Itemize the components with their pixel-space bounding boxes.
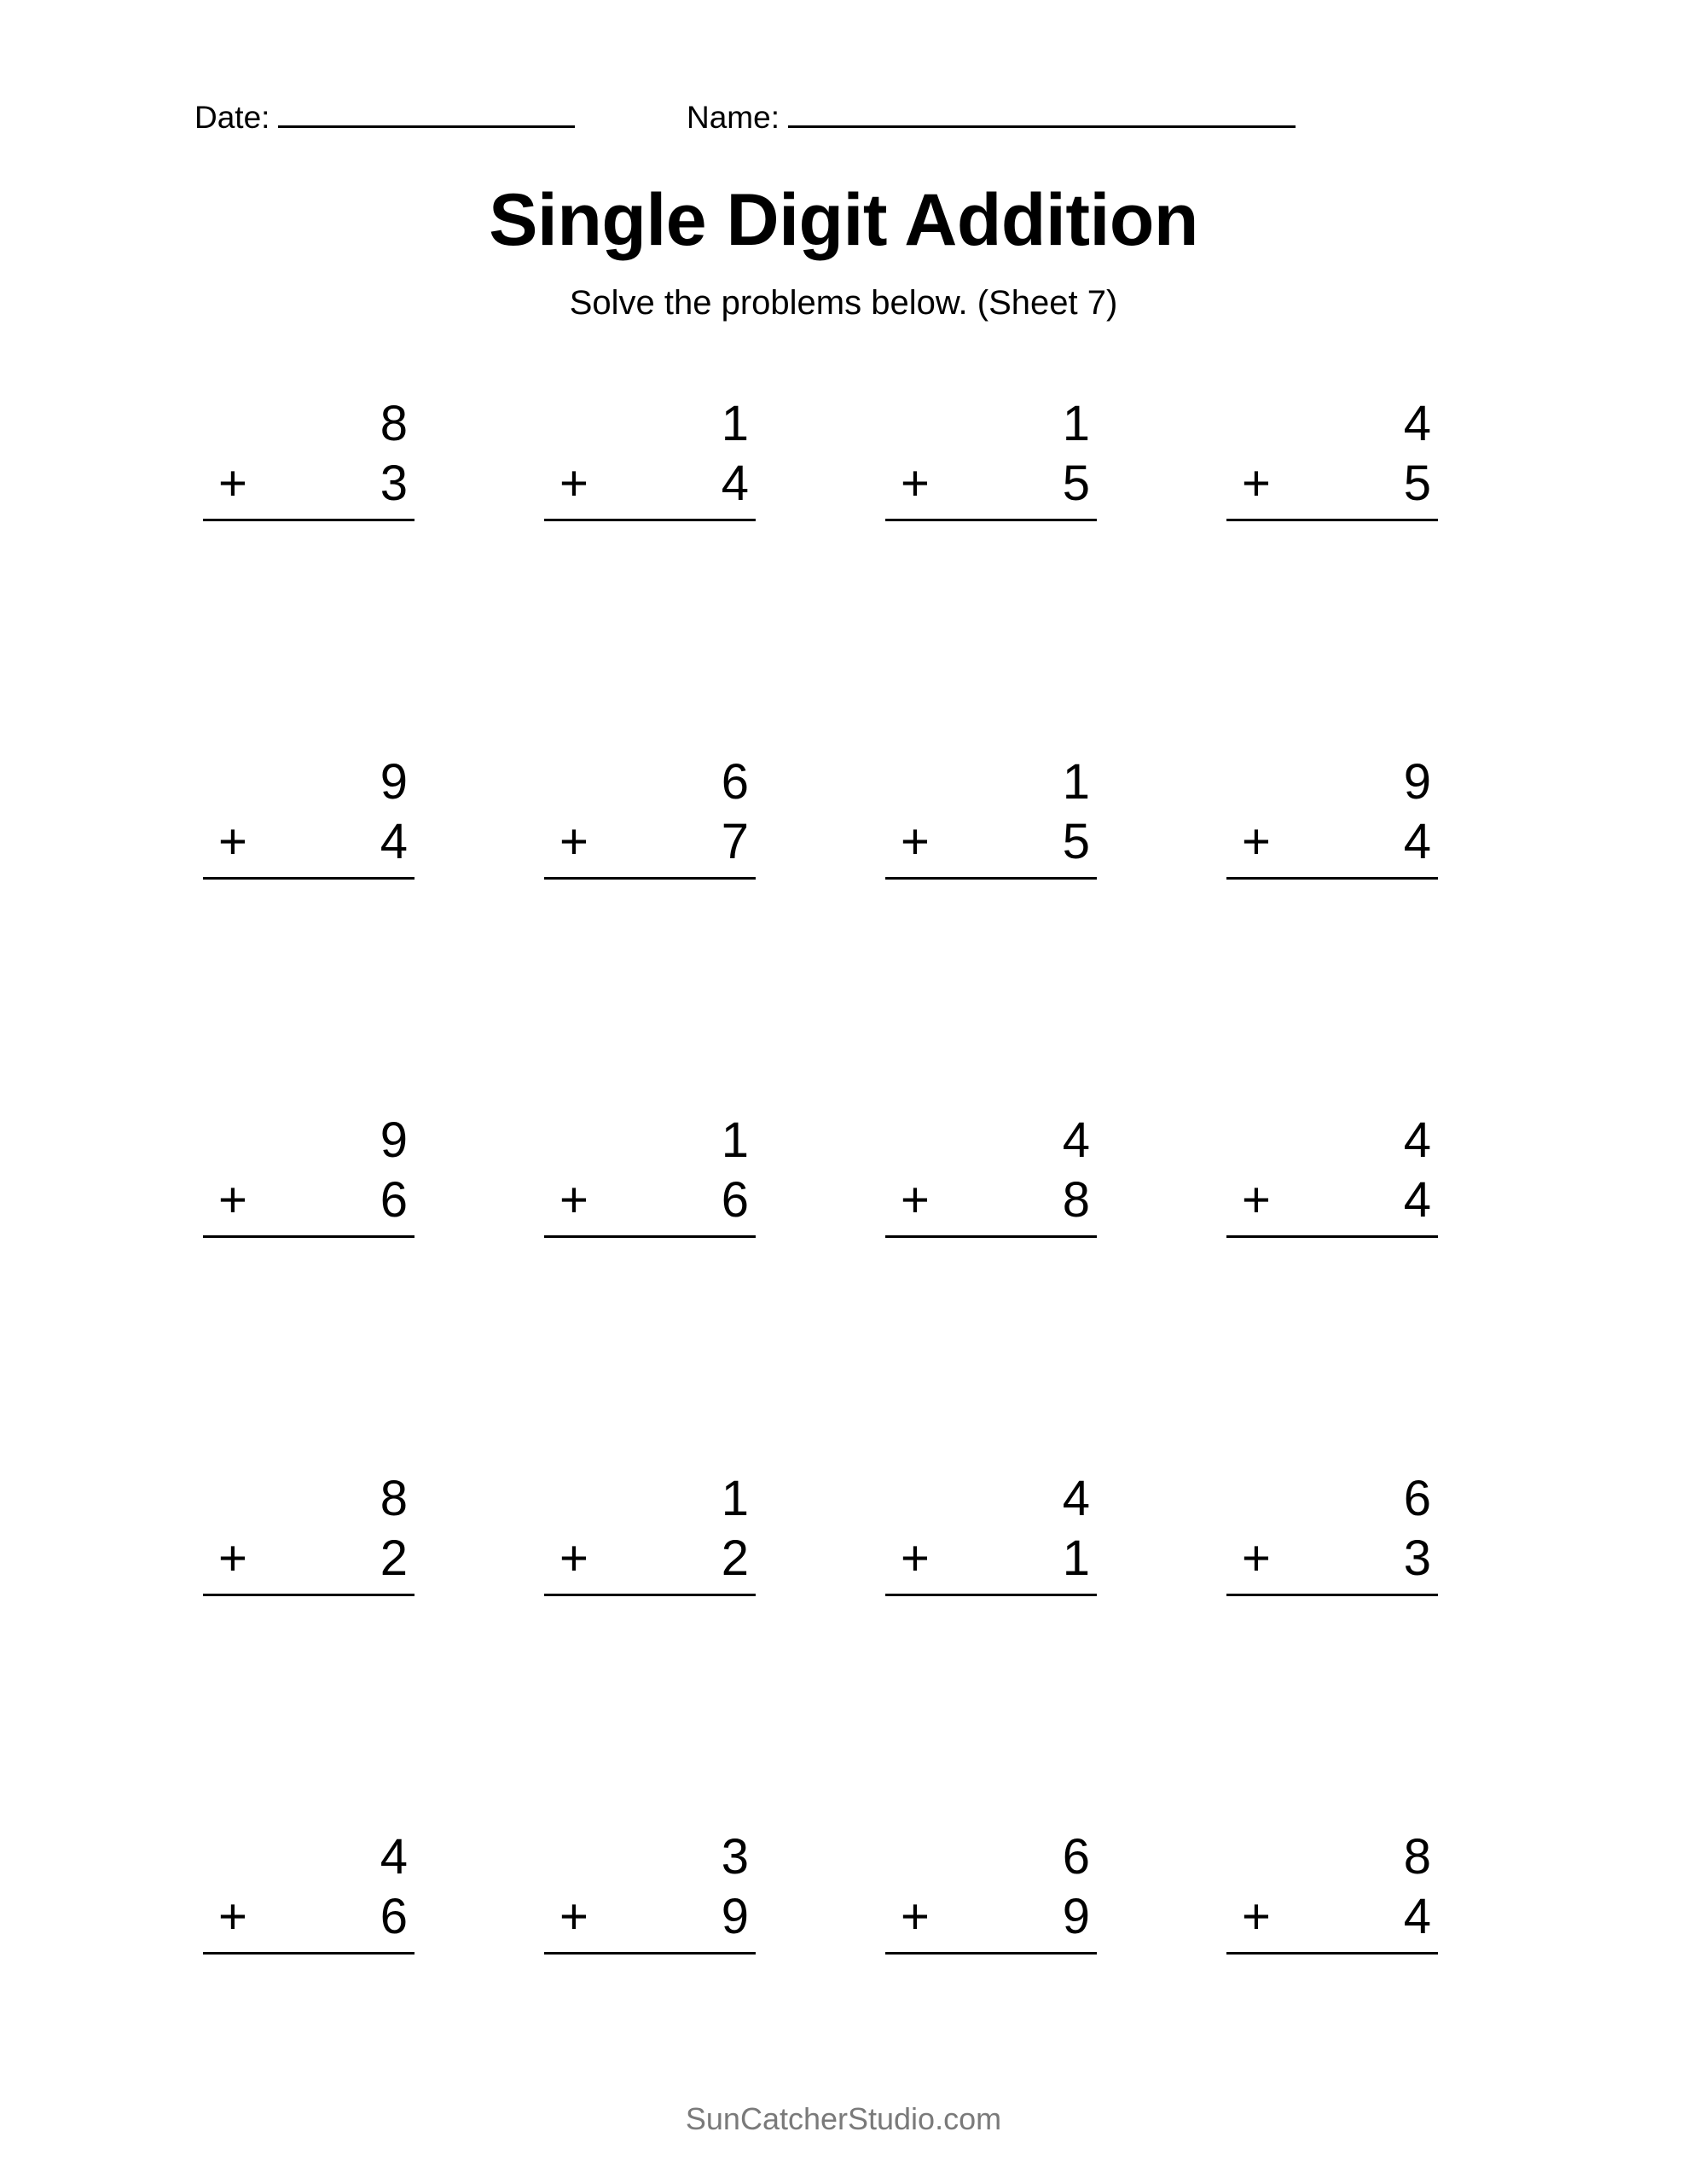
problem-item: [162, 1450, 503, 1809]
problem-item: [844, 375, 1186, 734]
problem-body: [203, 1827, 415, 1955]
addend-bottom: 4: [1403, 1889, 1431, 1944]
problem-item: [162, 734, 503, 1092]
problem-body: [544, 1469, 756, 1596]
plus-icon: +: [901, 1889, 930, 1944]
name-write-line[interactable]: [788, 125, 1296, 128]
addend-bottom-row: [544, 1170, 756, 1230]
problem-item: [1186, 1450, 1527, 1809]
site-credit: SunCatcherStudio.com: [685, 2101, 1002, 2136]
problem-item: [1186, 1092, 1527, 1450]
answer-line[interactable]: [885, 1952, 1097, 1955]
plus-icon: +: [1242, 456, 1271, 511]
answer-line[interactable]: [203, 519, 415, 521]
problem-body: [1226, 1111, 1438, 1238]
plus-icon: +: [1242, 1172, 1271, 1228]
worksheet-header: [0, 101, 1687, 152]
addend-bottom-row: [203, 454, 415, 514]
plus-icon: +: [559, 814, 588, 869]
addend-bottom-row: [1226, 1887, 1438, 1947]
addend-bottom: 9: [1062, 1889, 1090, 1944]
plus-icon: +: [901, 456, 930, 511]
answer-line[interactable]: [203, 1594, 415, 1596]
problem-item: [503, 1092, 844, 1450]
answer-line[interactable]: [1226, 877, 1438, 880]
addend-bottom: 4: [721, 456, 749, 511]
addend-bottom: 3: [380, 456, 408, 511]
problem-item: [503, 1450, 844, 1809]
addend-top: 8: [1403, 1829, 1431, 1885]
plus-icon: +: [218, 814, 247, 869]
answer-line[interactable]: [1226, 1594, 1438, 1596]
addend-bottom-row: [1226, 1170, 1438, 1230]
page-subtitle: Solve the problems below. (Sheet 7): [569, 284, 1118, 322]
addend-bottom-row: [1226, 1529, 1438, 1589]
answer-line[interactable]: [885, 877, 1097, 880]
problem-item: [844, 1450, 1186, 1809]
addend-bottom: 1: [1062, 1531, 1090, 1586]
answer-line[interactable]: [544, 1952, 756, 1955]
problem-body: [203, 1111, 415, 1238]
problem-body: [544, 1111, 756, 1238]
plus-icon: +: [559, 1172, 588, 1228]
addend-top: 9: [380, 1112, 408, 1168]
problem-body: [203, 394, 415, 521]
addend-top: 8: [380, 396, 408, 451]
addend-top: 4: [1062, 1112, 1090, 1168]
addend-bottom: 6: [380, 1172, 408, 1228]
plus-icon: +: [901, 814, 930, 869]
plus-icon: +: [559, 456, 588, 511]
addend-bottom-row: [203, 1170, 415, 1230]
addend-bottom: 5: [1403, 456, 1431, 511]
answer-line[interactable]: [203, 877, 415, 880]
addend-top: 9: [1403, 754, 1431, 810]
problem-body: [203, 752, 415, 880]
answer-line[interactable]: [544, 877, 756, 880]
addend-top: 9: [380, 754, 408, 810]
problem-item: [1186, 375, 1527, 734]
plus-icon: +: [1242, 1889, 1271, 1944]
addend-bottom-row: [885, 454, 1097, 514]
addend-top: 3: [721, 1829, 749, 1885]
page-title: Single Digit Addition: [489, 179, 1198, 261]
plus-icon: +: [901, 1531, 930, 1586]
plus-icon: +: [559, 1531, 588, 1586]
problem-body: [885, 752, 1097, 880]
problem-item: [844, 1092, 1186, 1450]
problem-body: [885, 1469, 1097, 1596]
problem-body: [885, 1827, 1097, 1955]
addend-bottom: 4: [1403, 814, 1431, 869]
plus-icon: +: [901, 1172, 930, 1228]
date-label: Date:: [194, 100, 270, 135]
addend-top: 6: [1062, 1829, 1090, 1885]
problem-body: [1226, 1827, 1438, 1955]
addend-top: 1: [721, 396, 749, 451]
plus-icon: +: [218, 1172, 247, 1228]
plus-icon: +: [218, 1889, 247, 1944]
addend-bottom: 6: [380, 1889, 408, 1944]
addend-bottom: 5: [1062, 814, 1090, 869]
addend-bottom-row: [885, 1887, 1097, 1947]
addend-top: 6: [721, 754, 749, 810]
addend-bottom: 5: [1062, 456, 1090, 511]
answer-line[interactable]: [885, 519, 1097, 521]
name-field-group: [687, 101, 1296, 135]
plus-icon: +: [1242, 1531, 1271, 1586]
date-field-group: [194, 101, 575, 135]
problem-item: [162, 375, 503, 734]
addend-bottom-row: [1226, 812, 1438, 872]
name-label: Name:: [687, 100, 780, 135]
plus-icon: +: [559, 1889, 588, 1944]
addend-bottom-row: [203, 1887, 415, 1947]
answer-line[interactable]: [544, 519, 756, 521]
problem-item: [503, 734, 844, 1092]
addend-bottom-row: [885, 1529, 1097, 1589]
addend-bottom-row: [885, 1170, 1097, 1230]
date-write-line[interactable]: [278, 125, 575, 128]
problem-item: [503, 375, 844, 734]
plus-icon: +: [218, 456, 247, 511]
addend-bottom: 2: [380, 1531, 408, 1586]
addend-top: 4: [1403, 1112, 1431, 1168]
addend-top: 6: [1403, 1471, 1431, 1526]
addend-bottom: 3: [1403, 1531, 1431, 1586]
addend-bottom-row: [1226, 454, 1438, 514]
addend-bottom-row: [885, 812, 1097, 872]
addend-bottom: 2: [721, 1531, 749, 1586]
addend-top: 1: [1062, 754, 1090, 810]
plus-icon: +: [218, 1531, 247, 1586]
problem-item: [162, 1092, 503, 1450]
addend-top: 4: [1062, 1471, 1090, 1526]
answer-line[interactable]: [544, 1594, 756, 1596]
problem-body: [1226, 752, 1438, 880]
addend-bottom: 6: [721, 1172, 749, 1228]
problem-body: [885, 1111, 1097, 1238]
addend-bottom-row: [544, 454, 756, 514]
addend-bottom-row: [203, 812, 415, 872]
answer-line[interactable]: [1226, 1235, 1438, 1238]
answer-line[interactable]: [1226, 1952, 1438, 1955]
addend-top: 4: [1403, 396, 1431, 451]
addend-bottom-row: [544, 812, 756, 872]
addend-top: 8: [380, 1471, 408, 1526]
addend-bottom-row: [203, 1529, 415, 1589]
problem-body: [544, 394, 756, 521]
addend-bottom: 4: [1403, 1172, 1431, 1228]
answer-line[interactable]: [203, 1952, 415, 1955]
addend-bottom: 9: [721, 1889, 749, 1944]
addend-top: 1: [721, 1112, 749, 1168]
answer-line[interactable]: [544, 1235, 756, 1238]
addend-top: 1: [1062, 396, 1090, 451]
answer-line[interactable]: [1226, 519, 1438, 521]
problem-body: [885, 394, 1097, 521]
addend-bottom: 8: [1062, 1172, 1090, 1228]
problems-grid: [162, 375, 1527, 2167]
addend-top: 1: [721, 1471, 749, 1526]
problem-body: [544, 1827, 756, 1955]
addend-bottom-row: [544, 1887, 756, 1947]
problem-item: [844, 734, 1186, 1092]
answer-line[interactable]: [885, 1594, 1097, 1596]
addend-top: 4: [380, 1829, 408, 1885]
addend-bottom: 4: [380, 814, 408, 869]
answer-line[interactable]: [203, 1235, 415, 1238]
addend-bottom: 7: [721, 814, 749, 869]
problem-body: [203, 1469, 415, 1596]
problem-body: [1226, 1469, 1438, 1596]
problem-body: [1226, 394, 1438, 521]
problem-body: [544, 752, 756, 880]
plus-icon: +: [1242, 814, 1271, 869]
problem-item: [1186, 734, 1527, 1092]
addend-bottom-row: [544, 1529, 756, 1589]
answer-line[interactable]: [885, 1235, 1097, 1238]
